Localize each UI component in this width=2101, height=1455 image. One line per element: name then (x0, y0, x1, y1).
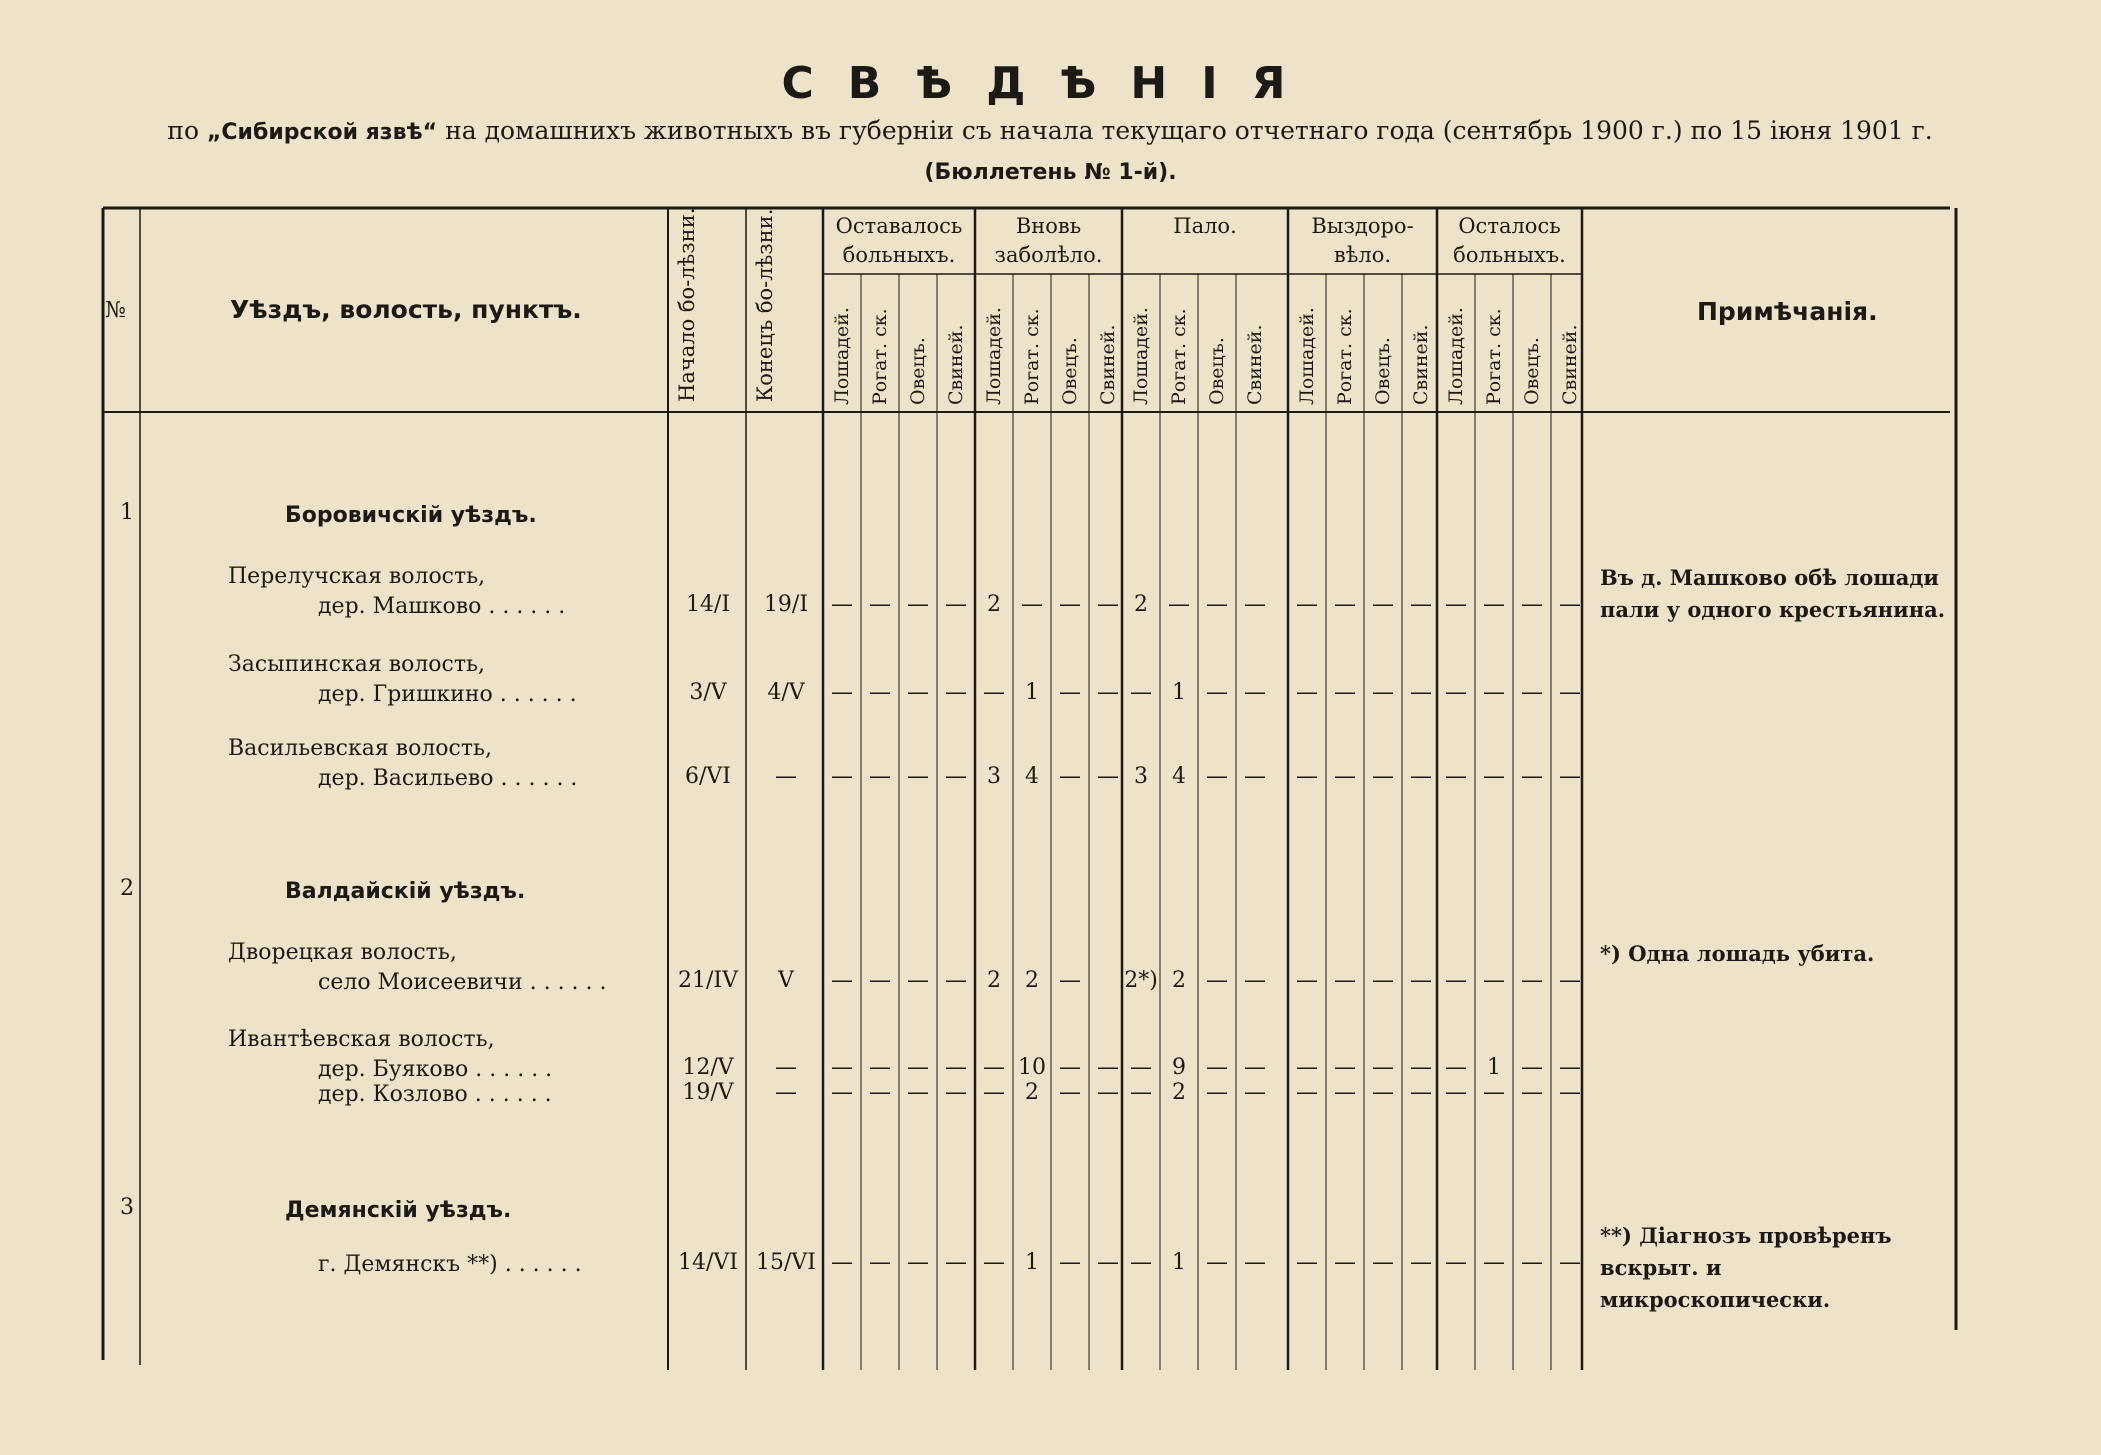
count-cell: — (945, 1250, 967, 1275)
count-cell: — (1296, 1080, 1318, 1105)
place-name: село Моисеевичи . . . . . . (318, 970, 607, 995)
count-cell: — (945, 968, 967, 993)
end-date: — (775, 764, 797, 789)
count-cell: — (1521, 680, 1543, 705)
count-cell: — (1168, 592, 1190, 617)
group-header-1: Вновь заболѣло. (994, 214, 1103, 267)
count-cell: 1 (1172, 1250, 1186, 1275)
district-number: 1 (120, 500, 134, 525)
count-cell: — (1296, 764, 1318, 789)
count-cell: — (1059, 592, 1081, 617)
count-cell: — (869, 968, 891, 993)
count-cell: — (1483, 680, 1505, 705)
count-cell: — (1445, 1250, 1467, 1275)
district-name: Демянскій уѣздъ. (285, 1198, 512, 1223)
count-cell: — (1244, 592, 1266, 617)
animal-header: Рогат. ск. (1168, 308, 1190, 405)
count-cell: — (907, 968, 929, 993)
count-cell: — (1244, 1250, 1266, 1275)
count-cell: — (1521, 968, 1543, 993)
count-cell: — (1130, 680, 1152, 705)
count-cell: 1 (1025, 680, 1039, 705)
count-cell: — (1244, 1080, 1266, 1105)
count-cell: — (831, 764, 853, 789)
subtitle-post: на домашнихъ животныхъ въ губерніи съ начала текущаго отчетнаго года (сентябрь 1900 г.) по 15 іюня 1901 г. (445, 116, 1933, 145)
count-cell: — (945, 1080, 967, 1105)
count-cell: — (907, 764, 929, 789)
count-cell: — (1244, 680, 1266, 705)
count-cell: — (1559, 1080, 1581, 1105)
end-date: 15/VI (756, 1250, 816, 1275)
count-cell: — (1334, 680, 1356, 705)
place-name: г. Демянскъ **) . . . . . . (318, 1252, 582, 1277)
count-cell: 10 (1018, 1055, 1046, 1080)
count-cell: — (1521, 592, 1543, 617)
count-cell: 4 (1172, 764, 1186, 789)
count-cell: — (1097, 764, 1119, 789)
count-cell: — (1296, 1250, 1318, 1275)
end-date: 4/V (767, 680, 805, 705)
count-cell: — (869, 592, 891, 617)
count-cell: — (1521, 1080, 1543, 1105)
count-cell: — (1334, 968, 1356, 993)
count-cell: — (831, 1250, 853, 1275)
animal-header: Овецъ. (1521, 337, 1543, 405)
end-date: — (775, 1055, 797, 1080)
count-cell: 2 (1025, 1080, 1039, 1105)
count-cell: — (1206, 680, 1228, 705)
count-cell: — (1334, 1080, 1356, 1105)
count-cell: — (869, 680, 891, 705)
count-cell: — (1559, 1055, 1581, 1080)
count-cell: — (1372, 968, 1394, 993)
count-cell: — (1130, 1250, 1152, 1275)
count-cell: — (1206, 1250, 1228, 1275)
bulletin-label: (Бюллетень № 1-й). (924, 160, 1177, 185)
group-header-2: Пало. (1173, 214, 1237, 238)
count-cell: — (1372, 764, 1394, 789)
header-end: Конецъ бо-лѣзни. (753, 208, 777, 402)
count-cell: — (1445, 968, 1467, 993)
count-cell: — (983, 1250, 1005, 1275)
animal-header: Лошадей. (831, 307, 853, 405)
row-note: Въ д. Машково обѣ лошади пали у одного крестьянина. (1600, 565, 1946, 622)
count-cell: 1 (1172, 680, 1186, 705)
group-header-3: Выздоро-вѣло. (1311, 214, 1414, 267)
animal-header: Рогат. ск. (1334, 308, 1356, 405)
animal-header: Лошадей. (1445, 307, 1467, 405)
count-cell: — (1130, 1055, 1152, 1080)
count-cell: 9 (1172, 1055, 1186, 1080)
count-cell: — (1206, 592, 1228, 617)
header-start: Начало бо-лѣзни. (675, 207, 699, 402)
group-header-0: Оставалось больныхъ. (835, 214, 963, 267)
count-cell: 1 (1487, 1055, 1501, 1080)
volost-name: Васильевская волость, (228, 736, 492, 761)
count-cell: — (907, 1080, 929, 1105)
count-cell: — (1445, 1055, 1467, 1080)
end-date: — (775, 1080, 797, 1105)
count-cell: — (1483, 1250, 1505, 1275)
count-cell: — (1372, 680, 1394, 705)
animal-header: Рогат. ск. (1021, 308, 1043, 405)
count-cell: — (1244, 764, 1266, 789)
count-cell: — (1483, 1080, 1505, 1105)
count-cell: — (1296, 1055, 1318, 1080)
count-cell: — (1445, 592, 1467, 617)
count-cell: — (1206, 968, 1228, 993)
subtitle-pre: по (167, 116, 199, 145)
count-cell: — (945, 1055, 967, 1080)
count-cell: — (1410, 968, 1432, 993)
animal-header: Свиней. (1244, 324, 1266, 405)
subtitle-disease: „Сибирской язвѣ“ (206, 120, 438, 145)
count-cell: — (1445, 764, 1467, 789)
animal-header: Овецъ. (907, 337, 929, 405)
volost-name: Ивантѣевская волость, (228, 1027, 495, 1052)
place-name: дер. Машково . . . . . . (318, 594, 566, 619)
animal-header: Рогат. ск. (869, 308, 891, 405)
count-cell: — (1559, 680, 1581, 705)
count-cell: — (1130, 1080, 1152, 1105)
count-cell: — (1372, 1055, 1394, 1080)
count-cell: — (1059, 764, 1081, 789)
count-cell: — (1021, 592, 1043, 617)
start-date: 21/IV (678, 968, 738, 993)
count-cell: 2 (1172, 1080, 1186, 1105)
count-cell: 2 (1134, 592, 1148, 617)
animal-header: Лошадей. (1296, 307, 1318, 405)
place-name: дер. Буяково . . . . . . (318, 1057, 553, 1082)
header-location: Уѣздъ, волость, пунктъ. (230, 295, 582, 324)
count-cell: — (1410, 1250, 1432, 1275)
count-cell: — (1296, 680, 1318, 705)
count-cell: 2 (987, 592, 1001, 617)
count-cell: — (1059, 1250, 1081, 1275)
count-cell: — (1559, 764, 1581, 789)
count-cell: — (831, 592, 853, 617)
count-cell: — (1372, 1080, 1394, 1105)
count-cell: — (1483, 968, 1505, 993)
count-cell: 2 (1172, 968, 1186, 993)
count-cell: — (1059, 1055, 1081, 1080)
count-cell: — (907, 592, 929, 617)
count-cell: 3 (987, 764, 1001, 789)
animal-header: Свиней. (945, 324, 967, 405)
volost-name: Дворецкая волость, (228, 940, 457, 965)
count-cell: 3 (1134, 764, 1148, 789)
volost-name: Засыпинская волость, (228, 652, 486, 677)
count-cell: — (945, 764, 967, 789)
count-cell: — (1410, 680, 1432, 705)
count-cell: — (1059, 1080, 1081, 1105)
row-note: *) Одна лошадь убита. (1600, 941, 1875, 966)
district-number: 3 (120, 1195, 134, 1220)
district-name: Валдайскій уѣздъ. (285, 879, 526, 904)
count-cell: — (1097, 680, 1119, 705)
count-cell: — (1097, 1250, 1119, 1275)
count-cell: — (1334, 592, 1356, 617)
count-cell: — (1410, 1080, 1432, 1105)
count-cell: 4 (1025, 764, 1039, 789)
count-cell: — (1559, 1250, 1581, 1275)
count-cell: — (1559, 592, 1581, 617)
count-cell: — (1097, 1055, 1119, 1080)
count-cell: 2 (1025, 968, 1039, 993)
header-num: № (105, 298, 126, 323)
count-cell: — (907, 1250, 929, 1275)
count-cell: — (1521, 764, 1543, 789)
count-cell: — (1097, 1080, 1119, 1105)
count-cell: — (1521, 1055, 1543, 1080)
start-date: 12/V (682, 1055, 734, 1080)
start-date: 14/I (685, 592, 731, 617)
count-cell: — (1296, 968, 1318, 993)
count-cell: — (945, 592, 967, 617)
start-date: 14/VI (678, 1250, 738, 1275)
count-cell: — (1059, 968, 1081, 993)
count-cell: — (1521, 1250, 1543, 1275)
count-cell: — (1445, 680, 1467, 705)
count-cell: — (869, 1055, 891, 1080)
volost-name: Перелучская волость, (228, 564, 486, 589)
animal-header: Овецъ. (1372, 337, 1394, 405)
count-cell: — (831, 1080, 853, 1105)
animal-header: Свиней. (1097, 324, 1119, 405)
count-cell: — (945, 680, 967, 705)
count-cell: — (907, 680, 929, 705)
animal-header: Лошадей. (1130, 307, 1152, 405)
end-date: V (778, 968, 794, 993)
count-cell: — (869, 1080, 891, 1105)
header-notes: Примѣчанія. (1697, 297, 1878, 326)
count-cell: — (1206, 764, 1228, 789)
count-cell: — (1206, 1080, 1228, 1105)
count-cell: — (1372, 592, 1394, 617)
group-header-4: Осталось больныхъ. (1453, 214, 1566, 267)
animal-header: Свиней. (1410, 324, 1432, 405)
count-cell: — (983, 1080, 1005, 1105)
document-title: СВѢДѢНІЯ (781, 58, 1320, 109)
count-cell: — (1244, 1055, 1266, 1080)
count-cell: 1 (1025, 1250, 1039, 1275)
start-date: 6/VI (685, 764, 731, 789)
count-cell: — (1244, 968, 1266, 993)
place-name: дер. Гришкино . . . . . . (318, 682, 577, 707)
count-cell: 2 (987, 968, 1001, 993)
count-cell: — (1410, 764, 1432, 789)
count-cell: — (983, 680, 1005, 705)
start-date: 19/V (682, 1080, 734, 1105)
count-cell: — (1296, 592, 1318, 617)
count-cell: — (869, 1250, 891, 1275)
count-cell: — (1097, 592, 1119, 617)
end-date: 19/I (763, 592, 809, 617)
animal-header: Овецъ. (1059, 337, 1081, 405)
animal-header: Рогат. ск. (1483, 308, 1505, 405)
count-cell: — (1410, 1055, 1432, 1080)
count-cell: — (1410, 592, 1432, 617)
count-cell: 2*) (1124, 968, 1158, 993)
place-name: дер. Козлово . . . . . . (318, 1082, 552, 1107)
animal-header: Лошадей. (983, 307, 1005, 405)
count-cell: — (1445, 1080, 1467, 1105)
count-cell: — (1059, 680, 1081, 705)
count-cell: — (1483, 764, 1505, 789)
place-name: дер. Васильево . . . . . . (318, 766, 578, 791)
start-date: 3/V (689, 680, 727, 705)
count-cell: — (907, 1055, 929, 1080)
count-cell: — (831, 680, 853, 705)
count-cell: — (1559, 968, 1581, 993)
count-cell: — (1334, 1055, 1356, 1080)
count-cell: — (831, 968, 853, 993)
count-cell: — (1334, 764, 1356, 789)
district-number: 2 (120, 876, 134, 901)
district-name: Боровичскій уѣздъ. (285, 503, 537, 528)
row-note: **) Діагнозъ провѣренъ вскрыт. и микроскопически. (1600, 1223, 1892, 1312)
count-cell: — (1483, 592, 1505, 617)
animal-header: Свиней. (1559, 324, 1581, 405)
count-cell: — (869, 764, 891, 789)
animal-header: Овецъ. (1206, 337, 1228, 405)
count-cell: — (1372, 1250, 1394, 1275)
count-cell: — (1206, 1055, 1228, 1080)
count-cell: — (1334, 1250, 1356, 1275)
count-cell: — (831, 1055, 853, 1080)
count-cell: — (983, 1055, 1005, 1080)
